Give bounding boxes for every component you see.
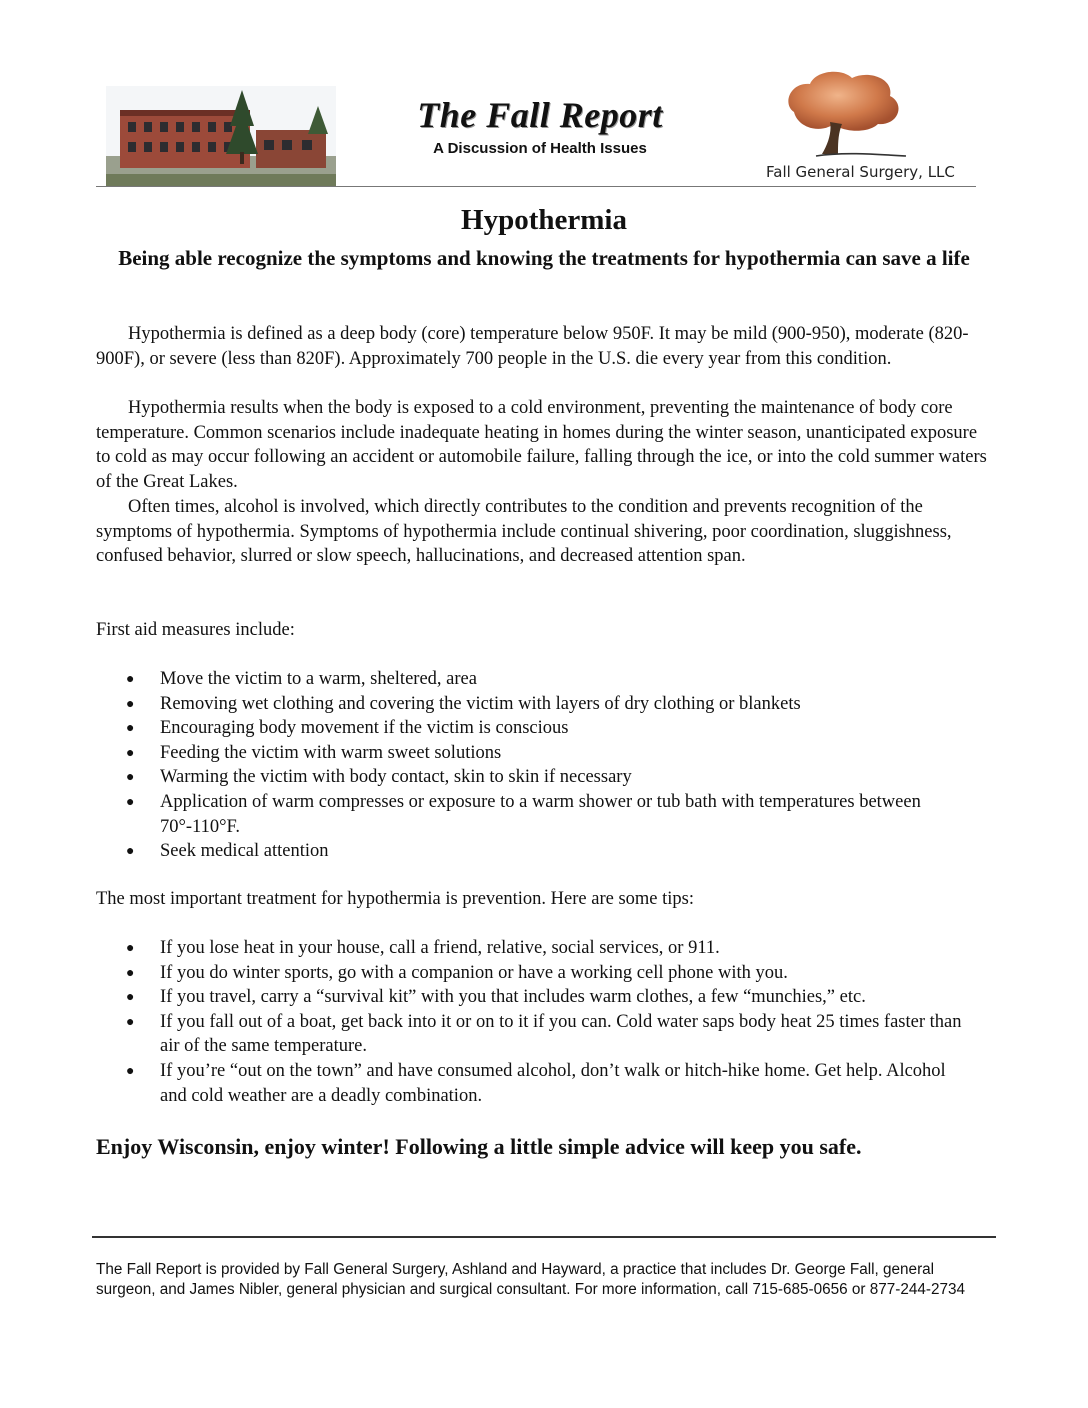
list-item	[96, 692, 996, 717]
list-item	[96, 741, 996, 766]
bullet-icon: ●	[126, 721, 135, 737]
article-subtitle: Being able recognize the symptoms and knowing the treatments for hypothermia can save a life	[118, 246, 970, 270]
paragraph-definition: Hypothermia is defined as a deep body (core) temperature below 950F. It may be mild (900-950), moderate (820-900F), or severe (less than 820F). Approximately 700 people in the U.S. die every year from this condition.	[96, 324, 969, 369]
bullet-icon: ●	[126, 770, 135, 786]
report-subtitle: A Discussion of Health Issues	[433, 140, 647, 157]
list-item	[96, 985, 996, 1010]
first-aid-list	[96, 667, 996, 864]
list-item-text: If you fall out of a boat, get back into it or on to it if you can. Cold water saps body heat 25 times faster than air of the same temperature.	[160, 1011, 962, 1057]
closing-statement: Enjoy Wisconsin, enjoy winter! Following a little simple advice will keep you safe.	[96, 1134, 862, 1159]
list-item	[96, 667, 996, 692]
bullet-icon: ●	[126, 941, 135, 956]
prevention-list	[96, 936, 996, 1108]
report-title: The Fall Report	[417, 95, 663, 135]
bullet-icon: ●	[126, 745, 135, 761]
first-aid-intro: First aid measures include:	[96, 620, 295, 640]
tree-logo-icon	[772, 64, 912, 164]
footer-divider	[92, 1236, 996, 1238]
report-header	[0, 0, 1088, 190]
bullet-icon: ●	[126, 844, 135, 860]
list-item-text: If you’re “out on the town” and have consumed alcohol, don’t walk or hitch-hike home. Get help. Alcohol and cold weather are a deadly combination.	[160, 1060, 946, 1106]
article-title: Hypothermia	[461, 204, 627, 236]
list-item	[96, 716, 996, 741]
list-item-text: Application of warm compresses or exposure to a warm shower or tub bath with temperatures between 70°-110°F.	[160, 791, 921, 837]
header-divider	[96, 186, 976, 187]
list-item	[96, 1059, 996, 1108]
list-item	[96, 790, 996, 839]
bullet-icon: ●	[126, 672, 135, 687]
list-item	[96, 936, 996, 961]
list-item-text: Encouraging body movement if the victim is conscious	[160, 718, 569, 739]
list-item-text: Warming the victim with body contact, skin to skin if necessary	[160, 767, 632, 788]
list-item-text: Seek medical attention	[160, 841, 329, 862]
prevention-intro: The most important treatment for hypothermia is prevention. Here are some tips:	[96, 889, 694, 909]
list-item	[96, 1010, 996, 1059]
bullet-icon: ●	[126, 1014, 135, 1030]
list-item	[96, 839, 996, 864]
list-item-text: Move the victim to a warm, sheltered, area	[160, 669, 477, 689]
bullet-icon: ●	[126, 1063, 135, 1079]
list-item-text: If you do winter sports, go with a companion or have a working cell phone with you.	[160, 962, 788, 983]
list-item	[96, 765, 996, 790]
list-item-text: Removing wet clothing and covering the victim with layers of dry clothing or blankets	[160, 693, 801, 714]
paragraph-symptoms: Often times, alcohol is involved, which directly contributes to the condition and prevents recognition of the symptoms of hypothermia. Symptoms of hypothermia include continual shivering, poor coordination, sluggishness, confused behavior, slurred or slow speech, hallucinations, and decreased attention span.	[96, 497, 952, 567]
bullet-icon: ●	[126, 965, 135, 981]
bullet-icon: ●	[126, 696, 135, 712]
list-item-text: If you lose heat in your house, call a friend, relative, social services, or 911.	[160, 938, 720, 958]
list-item-text: Feeding the victim with warm sweet solutions	[160, 742, 502, 763]
company-name: Fall General Surgery, LLC	[766, 163, 955, 181]
bullet-icon: ●	[126, 990, 135, 1006]
footer-text: The Fall Report is provided by Fall General Surgery, Ashland and Hayward, a practice that includes Dr. George Fall, general surgeon, and James Nibler, general physician and surgical consultant. For more information, call 715-685-0656 or 877-244-2734	[96, 1261, 966, 1298]
bullet-icon: ●	[126, 794, 135, 810]
paragraph-causes: Hypothermia results when the body is exposed to a cold environment, preventing the maintenance of body core temperature. Common scenarios include inadequate heating in homes during the winter season, unanticipated exposure to cold as may occur following an accident or automobile failure, falling through the ice, or into the cold summer waters of the Great Lakes.	[96, 398, 987, 492]
list-item	[96, 961, 996, 986]
list-item-text: If you travel, carry a “survival kit” with you that includes warm clothes, a few “munchies,” etc.	[160, 987, 866, 1008]
clinic-building-photo	[106, 86, 336, 186]
